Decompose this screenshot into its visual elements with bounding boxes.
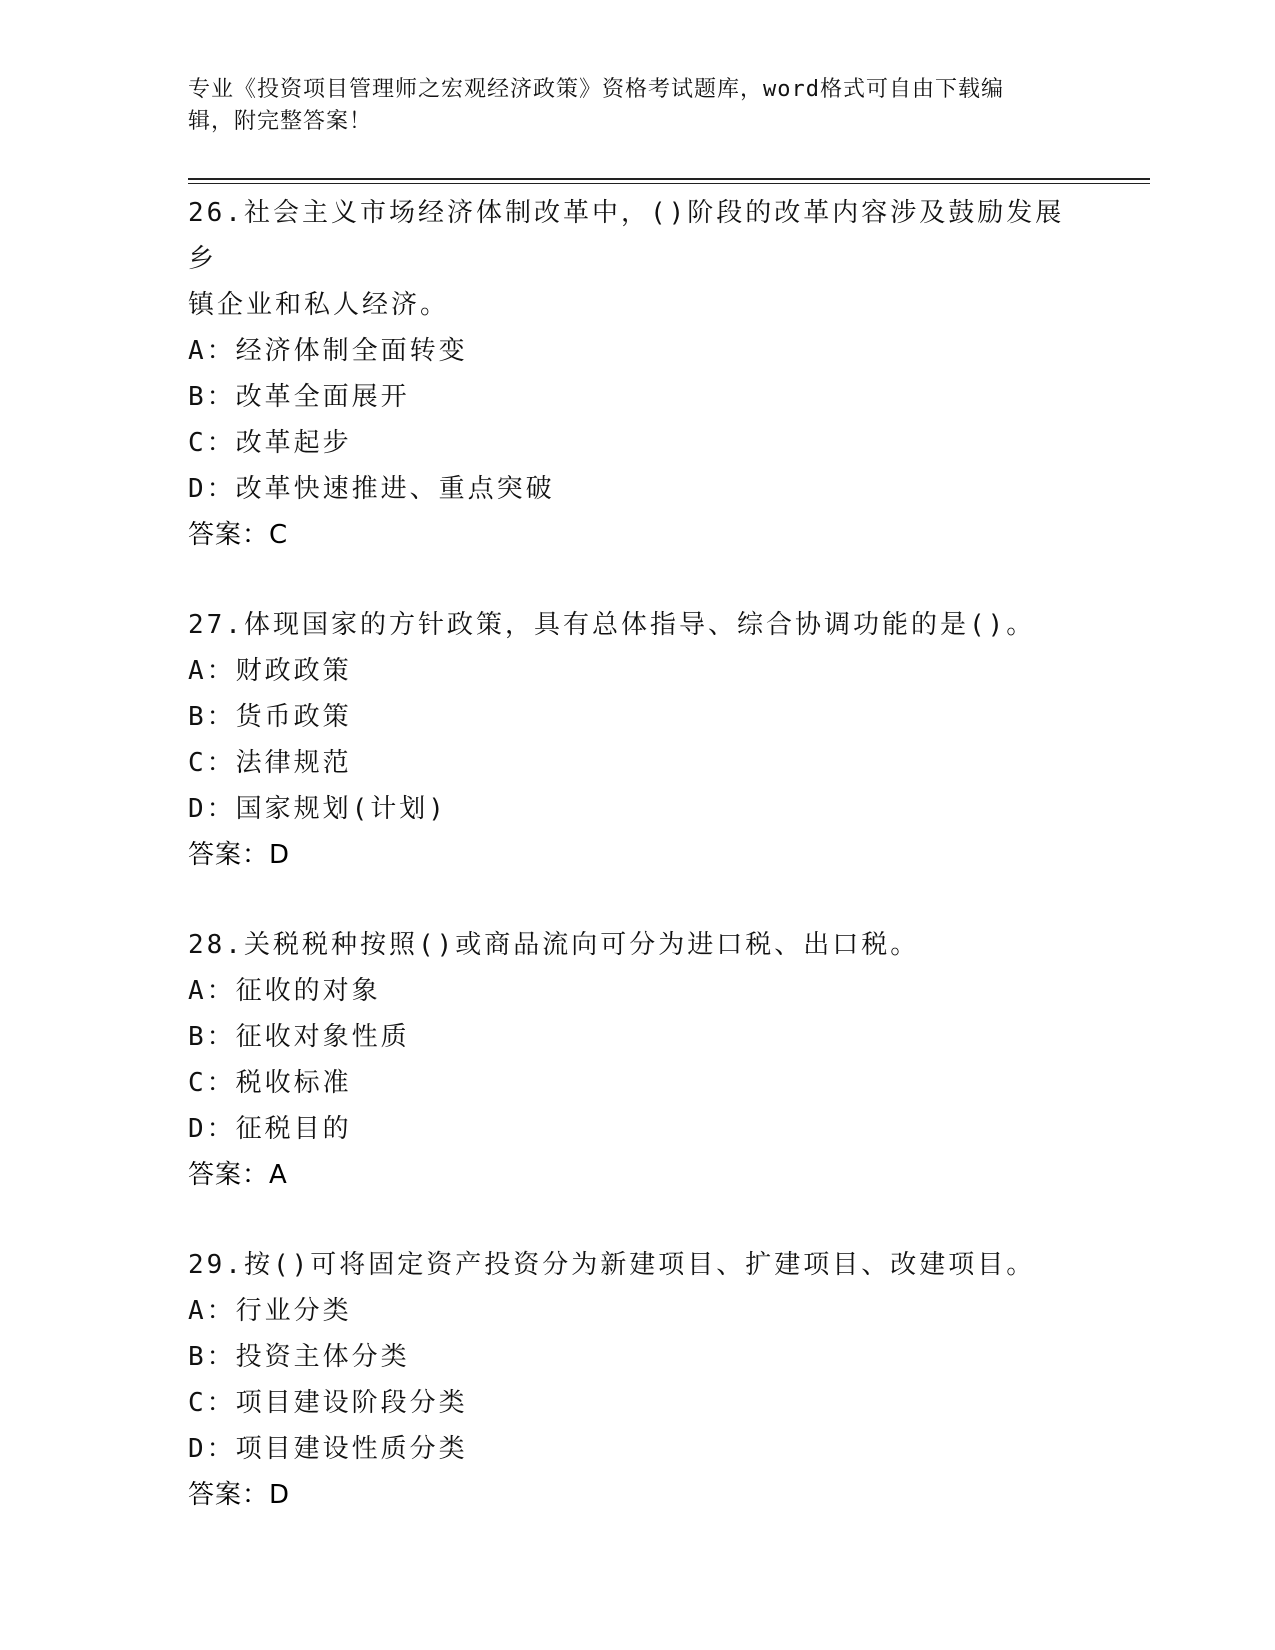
question-stem: 28.关税税种按照()或商品流向可分为进口税、出口税。 <box>188 930 920 960</box>
question-stem: 27.体现国家的方针政策，具有总体指导、综合协调功能的是()。 <box>188 610 1036 640</box>
header-divider-thin <box>188 183 1150 184</box>
option-d: D：改革快速推进、重点突破 <box>188 474 555 504</box>
header-line-1: 专业《投资项目管理师之宏观经济政策》资格考试题库，word格式可自由下载编 <box>188 77 1004 102</box>
answer-line: 答案：D <box>188 1480 291 1510</box>
question-stem: 29.按()可将固定资产投资分为新建项目、扩建项目、改建项目。 <box>188 1250 1036 1280</box>
question-27 <box>188 602 1088 878</box>
question-26 <box>188 190 1088 558</box>
question-29 <box>188 1242 1088 1518</box>
option-d: D：征税目的 <box>188 1114 352 1144</box>
option-b: B：改革全面展开 <box>188 382 410 412</box>
option-c: C：法律规范 <box>188 748 352 778</box>
answer-line: 答案：C <box>188 520 289 550</box>
question-28 <box>188 922 1088 1198</box>
option-b: B：投资主体分类 <box>188 1342 410 1372</box>
option-a: A：行业分类 <box>188 1296 352 1326</box>
option-a: A：征收的对象 <box>188 976 381 1006</box>
option-c: C：项目建设阶段分类 <box>188 1388 468 1418</box>
option-d: D：国家规划(计划) <box>188 794 447 824</box>
question-stem: 26.社会主义市场经济体制改革中，()阶段的改革内容涉及鼓励发展乡 镇企业和私人经济。 <box>188 198 1065 320</box>
option-c: C：税收标准 <box>188 1068 352 1098</box>
header-divider-thick <box>188 178 1150 180</box>
option-a: A：经济体制全面转变 <box>188 336 468 366</box>
option-c: C：改革起步 <box>188 428 352 458</box>
answer-line: 答案：A <box>188 1160 288 1190</box>
answer-line: 答案：D <box>188 840 291 870</box>
document-header <box>188 74 1068 138</box>
option-d: D：项目建设性质分类 <box>188 1434 468 1464</box>
header-line-2: 辑，附完整答案！ <box>188 109 373 134</box>
option-b: B：征收对象性质 <box>188 1022 410 1052</box>
question-list <box>188 190 1088 1518</box>
option-a: A：财政政策 <box>188 656 352 686</box>
option-b: B：货币政策 <box>188 702 352 732</box>
